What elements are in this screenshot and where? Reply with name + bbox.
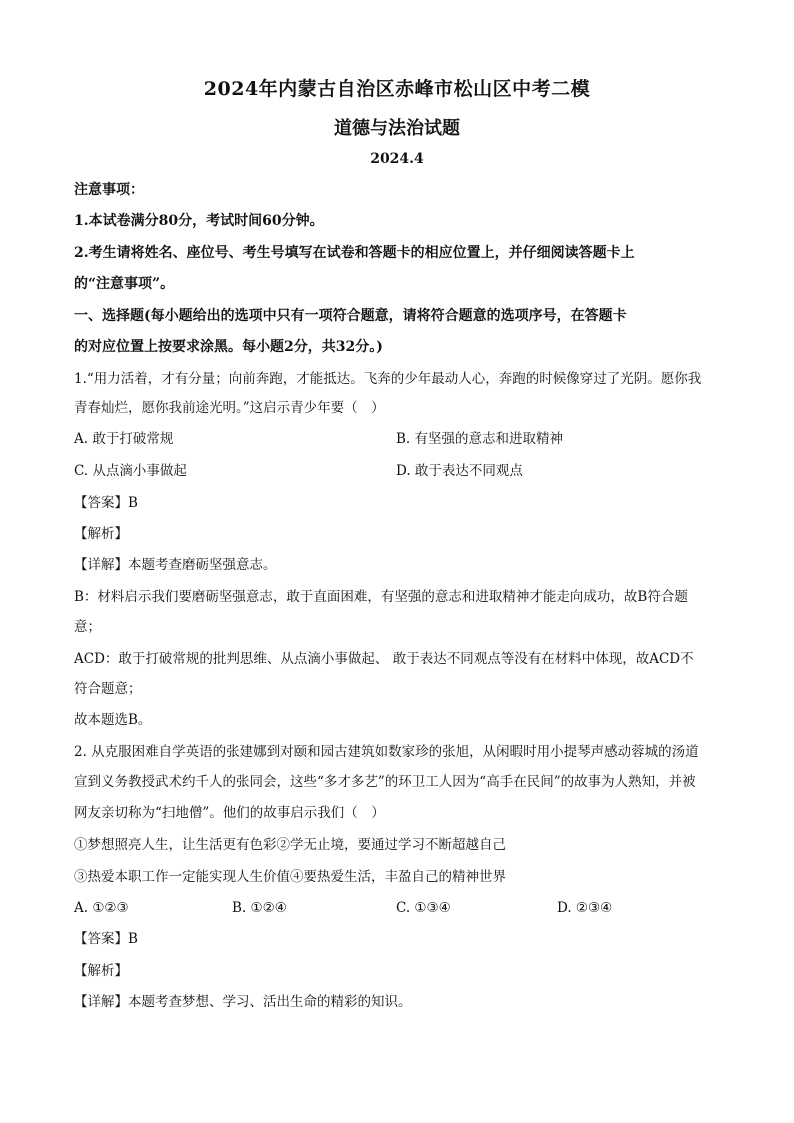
- q1-answer: 【答案】B: [74, 495, 138, 511]
- q2-stem-line-2: 宣到义务教授武术约千人的张同会，这些“多才多艺”的环卫工人因为“高手在民间”的故事为人熟知，并被: [74, 774, 696, 790]
- q2-stem-line-3: 网友亲切称为“扫地僧”。他们的故事启示我们（ ）: [74, 805, 385, 821]
- q1-option-c: C. 从点滴小事做起: [74, 463, 187, 479]
- q1-conclusion: 故本题选B。: [74, 712, 152, 728]
- section-1-heading-line-1: 一、选择题(每小题给出的选项中只有一项符合题意，请将符合题意的选项序号，在答题卡: [74, 308, 627, 324]
- q1-explain-acd-line-1: ACD：敢于打破常规的批判思维、从点滴小事做起、 敢于表达不同观点等没有在材料中体现，故ACD不: [74, 651, 694, 667]
- q1-stem-line-1: 1.“用力活着，才有分量；向前奔跑，才能抵达。飞奔的少年最动人心，奔跑的时候像穿过了光阴。愿你我: [74, 371, 702, 387]
- q2-stem-line-1: 2. 从克服困难自学英语的张建娜到对颐和园古建筑如数家珍的张旭，从闲暇时用小提琴声感动蓉城的汤道: [74, 744, 699, 760]
- q1-explain-b-line-2: 意；: [74, 619, 101, 635]
- q2-statements-2: ③热爱本职工作一定能实现人生价值④要热爱生活，丰盈自己的精神世界: [74, 869, 506, 885]
- q1-option-b: B. 有坚强的意志和进取精神: [396, 431, 564, 447]
- q2-analysis-label: 【解析】: [74, 963, 128, 979]
- q2-option-c: C. ①③④: [396, 900, 451, 916]
- notes-item-1: 1.本试卷满分80分，考试时间60分钟。: [74, 213, 324, 229]
- q2-option-d: D. ②③④: [557, 900, 613, 916]
- q2-answer: 【答案】B: [74, 931, 138, 947]
- exam-title: 2024年内蒙古自治区赤峰市松山区中考二模: [203, 78, 591, 100]
- section-1-heading-line-2: 的对应位置上按要求涂黑。每小题2分，共32分。): [74, 339, 383, 355]
- notes-item-2-line-2: 的“注意事项”。: [74, 276, 175, 292]
- q1-option-a: A. 敢于打破常规: [74, 431, 174, 447]
- exam-date: 2024.4: [370, 151, 424, 167]
- notes-heading: 注意事项：: [74, 182, 144, 198]
- q2-option-a: A. ①②③: [74, 900, 129, 916]
- q1-detail: 【详解】本题考查磨砺坚强意志。: [74, 557, 277, 573]
- q2-detail: 【详解】本题考查梦想、学习、活出生命的精彩的知识。: [74, 994, 412, 1010]
- q2-statements-1: ①梦想照亮人生，让生活更有色彩②学无止境，要通过学习不断超越自己: [74, 837, 506, 853]
- q1-explain-acd-line-2: 符合题意；: [74, 681, 142, 697]
- q1-stem-line-2: 青春灿烂，愿你我前途光明。”这启示青少年要（ ）: [74, 400, 385, 416]
- q2-option-b: B. ①②④: [232, 900, 287, 916]
- q1-analysis-label: 【解析】: [74, 526, 128, 542]
- notes-item-2-line-1: 2.考生请将姓名、座位号、考生号填写在试卷和答题卡的相应位置上，并仔细阅读答题卡上: [74, 245, 635, 261]
- q1-explain-b-line-1: B：材料启示我们要磨砺坚强意志，敢于直面困难，有坚强的意志和进取精神才能走向成功，故B符合题: [74, 589, 688, 605]
- q1-option-d: D. 敢于表达不同观点: [396, 463, 523, 479]
- exam-subtitle: 道德与法治试题: [334, 118, 460, 139]
